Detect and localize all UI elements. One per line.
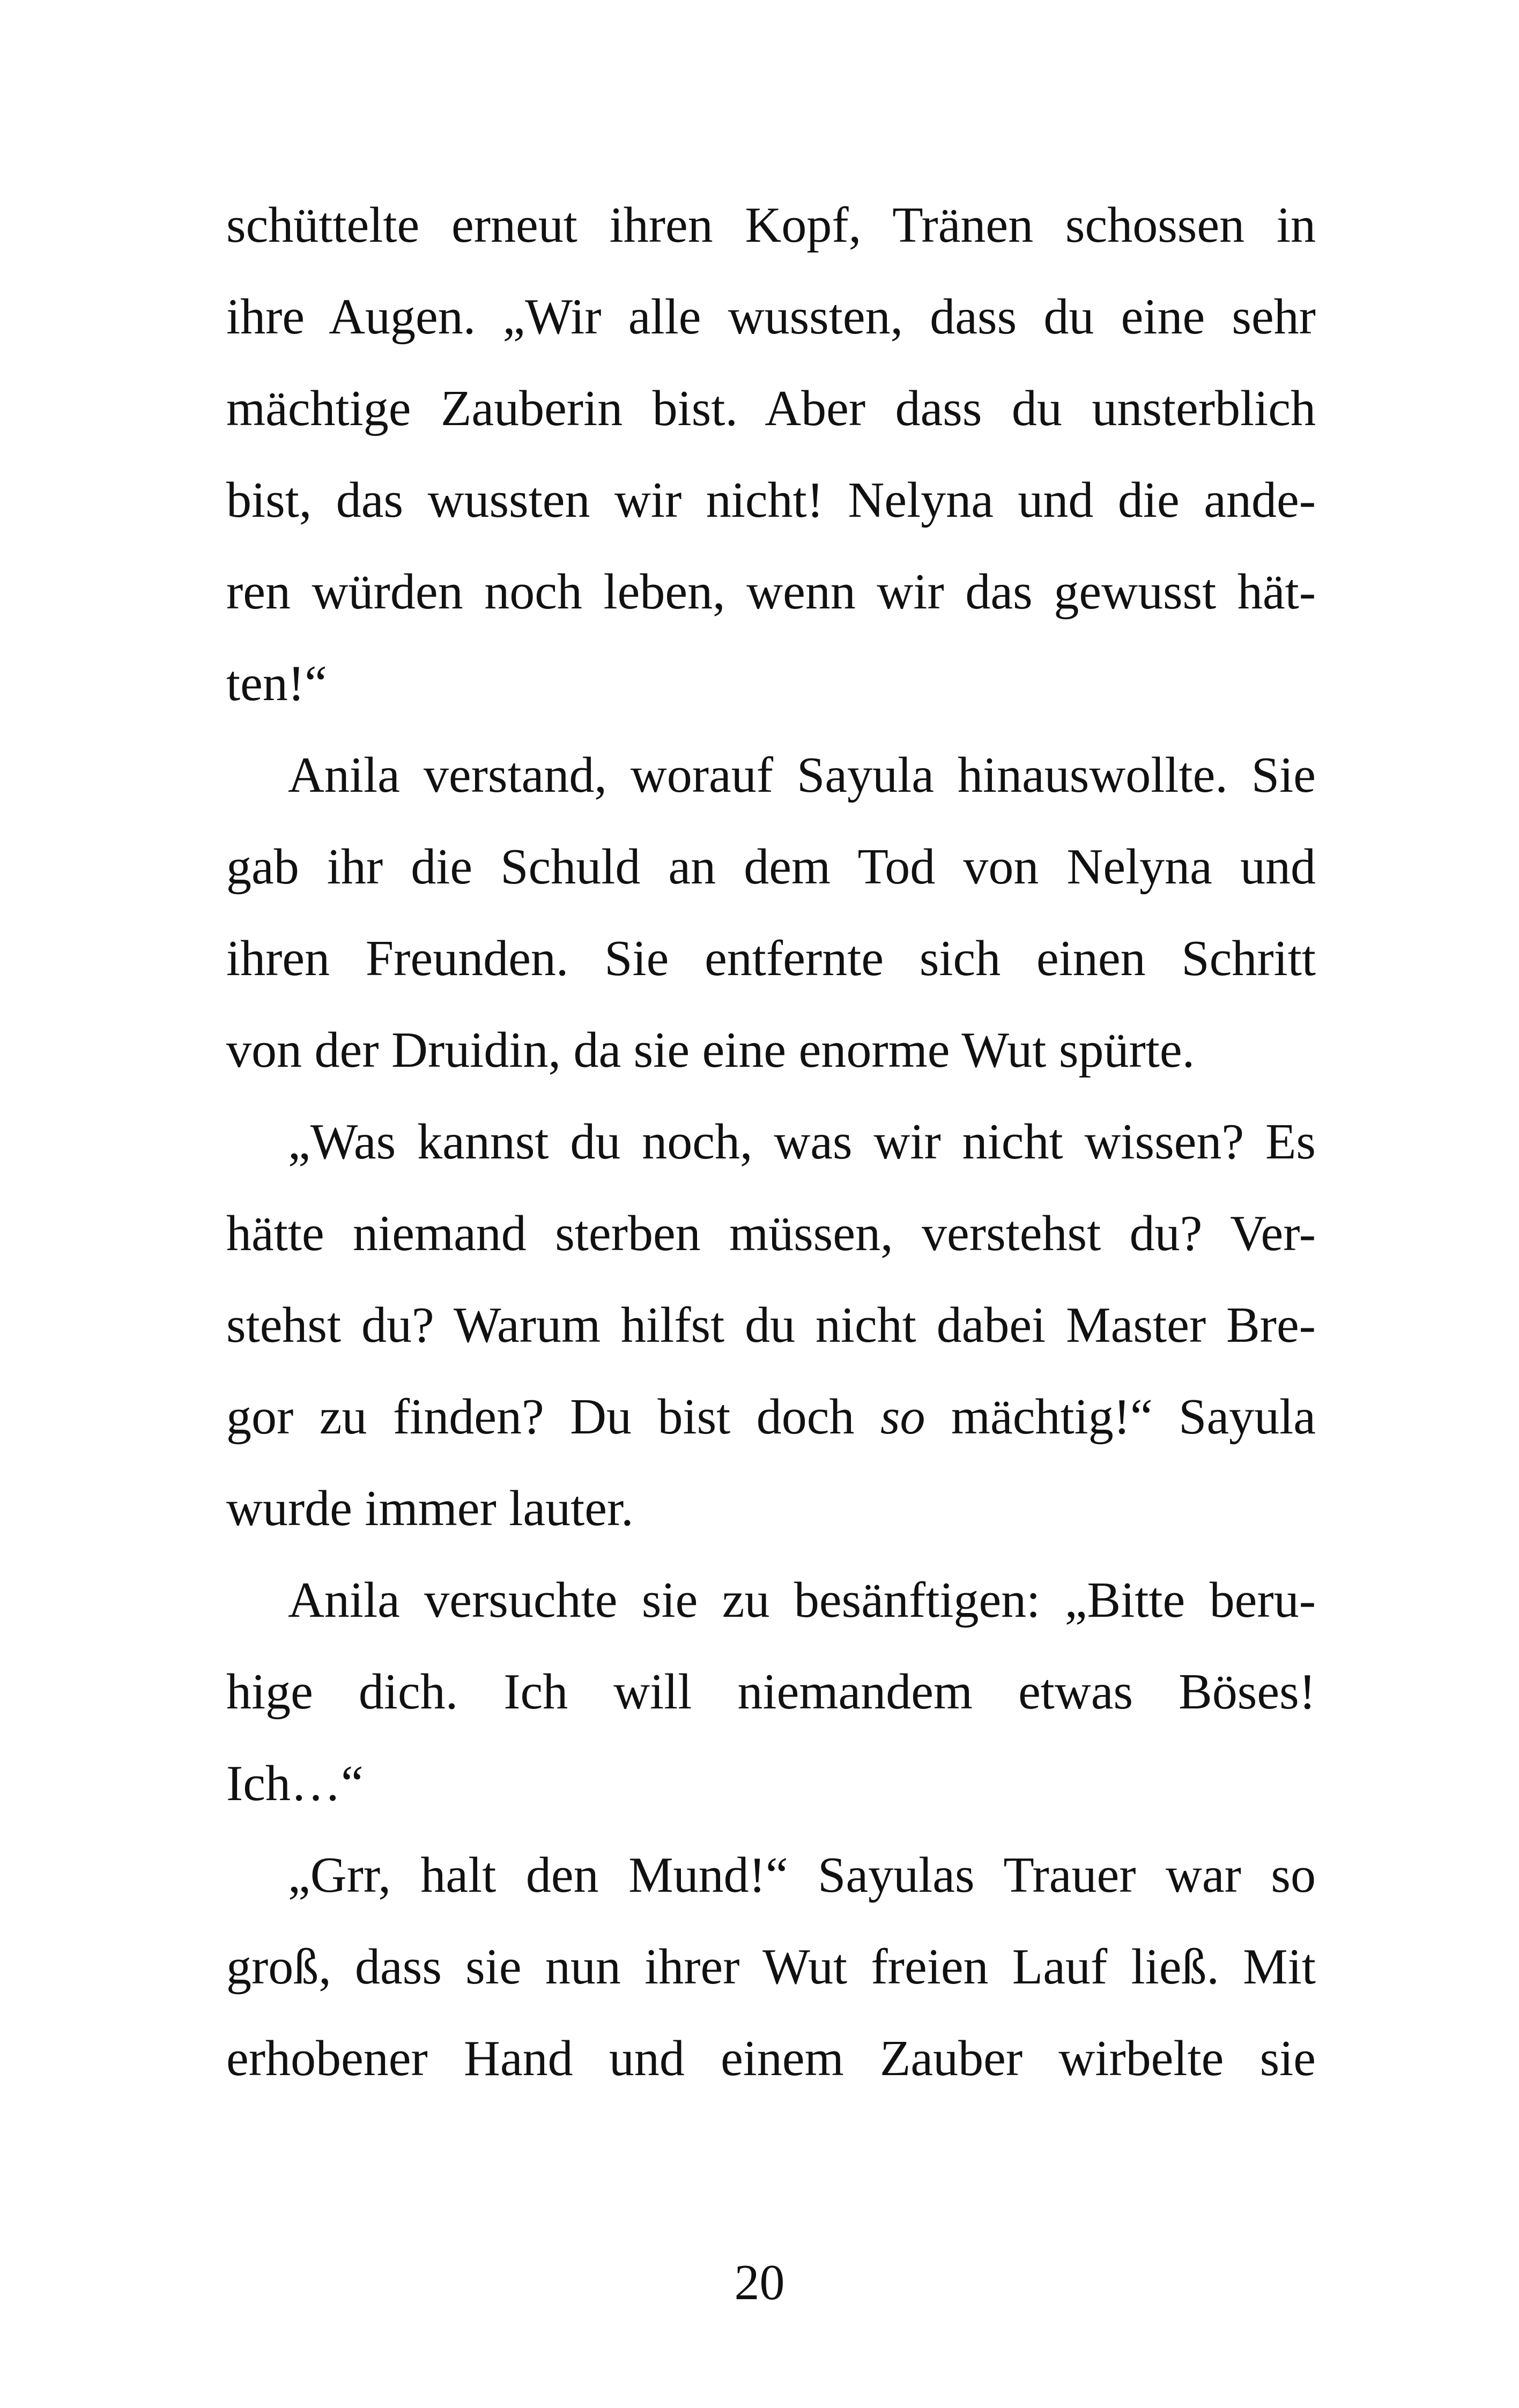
text-line: ren würden noch leben, wenn wir das gewusst hät- [226,564,1316,620]
text-line: ten!“ [226,656,327,711]
text-line: stehst du? Warum hilfst du nicht dabei Master Bre- [226,1297,1316,1353]
text-line: ihre Augen. „Wir alle wussten, dass du eine sehr [226,289,1316,345]
text-line: hätte niemand sterben müssen, verstehst du? Ver- [226,1206,1316,1261]
text-line: schüttelte erneut ihren Kopf, Tränen schossen in [226,197,1316,253]
text-segment: mächtig!“ Sayula [925,1389,1316,1445]
text-line: Ich…“ [226,1756,364,1811]
text-line: Anila verstand, worauf Sayula hinauswollte. Sie [288,747,1316,803]
text-line: ihren Freunden. Sie entfernte sich einen Schritt [226,931,1316,986]
text-line: „Grr, halt den Mund!“ Sayulas Trauer war so [288,1847,1316,1903]
text-line: wurde immer lauter. [226,1481,634,1536]
text-line: bist, das wussten wir nicht! Nelyna und die ande- [226,472,1316,528]
emphasis-text: so [880,1389,925,1445]
text-segment: gor zu finden? Du bist doch [226,1389,880,1445]
text-line: Anila versuchte sie zu besänftigen: „Bitte beru- [288,1572,1316,1628]
text-line: hige dich. Ich will niemandem etwas Böses! [226,1664,1316,1720]
text-line: „Was kannst du noch, was wir nicht wissen? Es [288,1114,1316,1170]
text-line: mächtige Zauberin bist. Aber dass du unsterblich [226,381,1316,436]
text-line: erhobener Hand und einem Zauber wirbelte sie [226,2031,1316,2086]
text-line: gab ihr die Schuld an dem Tod von Nelyna und [226,839,1316,895]
body-text [226,180,1316,2105]
page-number: 20 [734,2255,785,2310]
text-line: groß, dass sie nun ihrer Wut freien Lauf ließ. Mit [226,1939,1316,1995]
text-line: von der Druidin, da sie eine enorme Wut spürte. [226,1022,1195,1078]
text-line [226,1371,1316,1463]
